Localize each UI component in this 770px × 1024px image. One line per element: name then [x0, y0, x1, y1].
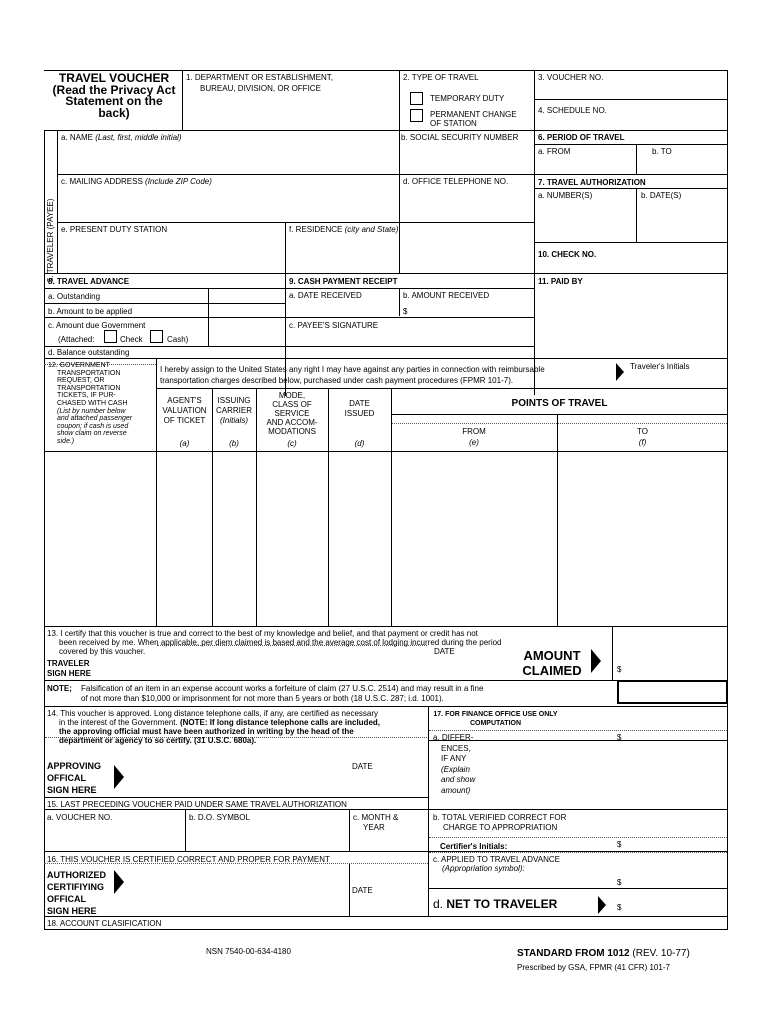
name-label	[61, 133, 182, 142]
net-to-traveler-dollar: $	[617, 903, 622, 912]
net-to-traveler-arrow-icon	[598, 896, 606, 914]
period-from-field[interactable]	[535, 157, 635, 173]
amount-received-dollar: $	[403, 307, 408, 316]
approval-line-4: department or agency to so certify. (31 U.S.C. 680a).	[59, 736, 257, 745]
certified-date-label: DATE	[352, 886, 373, 895]
temporary-duty-checkbox[interactable]	[410, 92, 423, 105]
gtr-entries-area[interactable]	[45, 452, 727, 625]
travel-advance-label: 8. TRAVEL ADVANCE	[48, 277, 130, 286]
amount-due-gov-field[interactable]	[209, 318, 284, 345]
attached-label: (Attached:	[58, 335, 95, 344]
approval-line-2b: (NOTE: If long distance telephone calls are included,	[179, 718, 381, 727]
gtr-label: 12. GOVERNMENT TRANSPORTATION REQUEST, OR TRANSPORTATION TICKETS, IF PUR- CHASED WITH CASH (List by number below and attached passenger coupon; if cash is used show claim on reverse side.)	[48, 362, 133, 445]
certifying-official-label: AUTHORIZED CERTIFIYING OFFICAL SIGN HERE	[47, 870, 106, 916]
amount-to-apply-field[interactable]	[209, 304, 284, 316]
amount-due-gov-label: c. Amount due Government	[48, 321, 146, 330]
certifying-signature-field[interactable]	[128, 866, 348, 914]
ssn-field[interactable]	[400, 143, 533, 173]
residence-text: f. RESIDENCE	[289, 225, 343, 234]
check-label: Check	[120, 335, 143, 344]
traveler-side-label: 5. TRAVELER (PAYEE)	[46, 198, 55, 282]
net-prefix: d.	[433, 897, 444, 911]
residence-label	[289, 225, 398, 234]
date-received-label: a. DATE RECEIVED	[289, 291, 362, 300]
name-field[interactable]	[58, 143, 398, 173]
balance-outstanding-label: d. Balance outstanding	[48, 348, 130, 357]
prescribed-by: Prescribed by GSA, FPMR (41 CFR) 101-7	[517, 963, 670, 972]
travel-type-label: 2. TYPE OF TRAVEL	[403, 73, 479, 82]
check-checkbox[interactable]	[104, 330, 117, 343]
month-year-field[interactable]	[350, 832, 427, 850]
net-text: NET TO TRAVELER	[446, 897, 558, 911]
form-number-text: STANDARD FROM 1012	[517, 948, 630, 959]
net-to-traveler-label	[433, 897, 557, 911]
travel-authorization-label: 7. TRAVEL AUTHORIZATION	[538, 178, 646, 187]
account-classification-label: 18. ACCOUNT CLASIFICATION	[47, 919, 162, 928]
period-of-travel-label: 6. PERIOD OF TRAVEL	[538, 133, 625, 142]
certifier-initials-label: Certifier's Initials:	[440, 842, 508, 851]
col-a-header: AGENT'S VALUATION OF TICKET	[162, 396, 207, 425]
certify-line-3: covered by this voucher.	[59, 647, 146, 656]
to-header: TO	[637, 427, 648, 436]
approving-signature-field[interactable]	[128, 752, 348, 792]
total-verified-dollar: $	[617, 840, 622, 849]
approval-line-2a: in the interest of the Government.	[59, 718, 178, 727]
department-label: 1. DEPARTMENT OR ESTABLISHMENT,	[186, 73, 333, 82]
travelers-initials-field[interactable]	[630, 372, 726, 387]
outstanding-field[interactable]	[209, 289, 284, 302]
initials-arrow-icon	[616, 363, 624, 381]
certify-date-label: DATE	[434, 647, 455, 656]
last-voucher-no-field[interactable]	[45, 823, 184, 850]
mailing-address-label	[61, 177, 212, 186]
points-of-travel-header: POINTS OF TRAVEL	[511, 398, 608, 409]
col-f-tag: (f)	[638, 438, 647, 447]
col-b-tag: (b)	[229, 439, 239, 448]
office-phone-field[interactable]	[400, 187, 533, 221]
note-label: NOTE;	[47, 684, 72, 693]
ssn-label: b. SOCIAL SECURITY NUMBER	[401, 133, 519, 142]
amount-received-label: b. AMOUNT RECEIVED	[403, 291, 490, 300]
of-station-label: OF STATION	[430, 119, 477, 128]
amount-claimed-dollar: $	[617, 665, 622, 674]
approval-line-1: 14. This voucher is approved. Long distance telephone calls, if any, are certified as necessary	[47, 709, 379, 718]
certified-label: 16. THIS VOUCHER IS CERTIFIED CORRECT AND PROPER FOR PAYMENT	[47, 855, 330, 864]
assignment-line-2: transportation charges described below, purchased under cash payment procedures (FPMR 101-7).	[160, 376, 514, 385]
schedule-no-label: 4. SCHEDULE NO.	[538, 106, 607, 115]
residence-hint: (city and State)	[344, 225, 399, 234]
department-label-2: BUREAU, DIVISION, OR OFFICE	[200, 84, 321, 93]
period-to-label: b. TO	[652, 147, 672, 156]
form-number	[517, 948, 690, 960]
assignment-line-1: I hereby assign to the United States any right I may have against any parties in connection with reimbursable	[160, 365, 545, 374]
do-symbol-label: b. D.O. SYMBOL	[189, 813, 250, 822]
month-year-label: c. MONTH & YEAR	[353, 813, 399, 832]
outstanding-label: a. Outstanding	[48, 292, 101, 301]
note-line-1: Falsification of an item in an expense account works a forfeiture of claim (27 U.S.C. 2514) and may result in a fine	[81, 684, 484, 693]
applied-advance-hint: (Appropriation symbol):	[442, 864, 525, 873]
col-e-tag: (e)	[469, 438, 479, 447]
amount-to-apply-label: b. Amount to be applied	[48, 307, 133, 316]
amount-claimed-arrow-icon	[591, 649, 601, 673]
approval-date-label: DATE	[352, 762, 373, 771]
nsn-number: NSN 7540-00-634-4180	[206, 947, 291, 956]
col-c-tag: (c)	[287, 439, 297, 448]
form-title: TRAVEL VOUCHER (Read the Privacy Act Statement on the back)	[52, 71, 176, 120]
certifying-official-arrow-icon	[114, 870, 124, 894]
last-voucher-no-label: a. VOUCHER NO.	[47, 813, 113, 822]
permanent-change-checkbox[interactable]	[410, 109, 423, 122]
finance-office-label: 17. FOR FINANCE OFFICE USE ONLY COMPUTATION	[433, 711, 558, 727]
approving-official-arrow-icon	[114, 765, 124, 789]
approval-line-3: the approving official must have been authorized in writing by the head of the	[59, 727, 354, 736]
last-voucher-label: 15. LAST PRECEDING VOUCHER PAID UNDER SAME TRAVEL AUTHORIZATION	[47, 800, 347, 809]
office-phone-label: d. OFFICE TELEPHONE NO.	[403, 177, 509, 186]
from-header: FROM	[462, 427, 486, 436]
col-d-header: DATE ISSUED	[344, 399, 375, 418]
certify-line-2: been received by me. When applicable, per diem claimed is based and the average cost of lodging incurred during the period	[59, 638, 502, 647]
paid-by-label: 11. PAID BY	[538, 277, 583, 286]
total-verified-label: b. TOTAL VERIFIED CORRECT FOR CHARGE TO APPROPRIATION	[433, 813, 567, 832]
do-symbol-field[interactable]	[186, 823, 348, 850]
permanent-change-label: PERMANENT CHANGE	[430, 110, 517, 119]
residence-field[interactable]	[286, 235, 533, 272]
traveler-sign-label: TRAVELER SIGN HERE	[47, 659, 92, 678]
travelers-initials-label: Traveler's Initials	[630, 362, 690, 371]
cash-label: Cash)	[167, 335, 189, 344]
applied-advance-label: c. APPLIED TO TRAVEL ADVANCE	[433, 855, 561, 864]
cash-receipt-label: 9. CASH PAYMENT RECEIPT	[289, 277, 398, 286]
mailing-address-text: c. MAILING ADDRESS	[61, 177, 143, 186]
mailing-address-field[interactable]	[58, 187, 398, 221]
applied-advance-dollar: $	[617, 878, 622, 887]
authorization-numbers-label: a. NUMBER(S)	[538, 191, 593, 200]
col-d-tag: (d)	[354, 439, 365, 448]
approval-line-2	[59, 718, 380, 727]
note-line-2: of not more than $10,000 or imprisonment for not more than 5 years or both (18 U.S.C. 287; i.d. 1001).	[81, 694, 444, 703]
duty-station-field[interactable]	[58, 235, 284, 272]
name-label-text: a. NAME	[61, 133, 94, 142]
department-field[interactable]	[186, 95, 396, 127]
form-revision: (REV. 10-77)	[632, 948, 690, 959]
name-hint: (Last, first, middle initial)	[95, 133, 182, 142]
traveler-signature-field[interactable]	[100, 656, 430, 679]
payee-signature-label: c. PAYEE'S SIGNATURE	[289, 321, 379, 330]
approving-official-label: APPROVING OFFICAL SIGN HERE	[47, 761, 102, 795]
temporary-duty-label: TEMPORARY DUTY	[430, 94, 505, 103]
period-to-field[interactable]	[637, 157, 727, 173]
mailing-address-hint: (Include ZIP Code)	[145, 177, 212, 186]
amount-claimed-label: AMOUNT CLAIMED	[522, 648, 582, 678]
check-no-label: 10. CHECK NO.	[538, 250, 597, 259]
certify-line-1: 13. I certify that this voucher is true and correct to the best of my knowledge and belief, and that payment or credit has not	[47, 629, 478, 638]
col-c-header: MODE, CLASS OF SERVICE AND ACCOM- MODATIONS	[266, 391, 318, 436]
col-a-tag: (a)	[179, 439, 190, 448]
differences-dollar: $	[617, 733, 622, 742]
differences-label: a. DIFFER- ENCES, IF ANY (Explain and show amount)	[433, 733, 476, 795]
cash-checkbox[interactable]	[150, 330, 163, 343]
col-b-header: ISSUING CARRIER (Initials)	[215, 396, 252, 425]
period-from-label: a. FROM	[538, 147, 571, 156]
authorization-dates-label: b. DATE(S)	[641, 191, 682, 200]
duty-station-label: e. PRESENT DUTY STATION	[61, 225, 168, 234]
voucher-no-label: 3. VOUCHER NO.	[538, 73, 604, 82]
